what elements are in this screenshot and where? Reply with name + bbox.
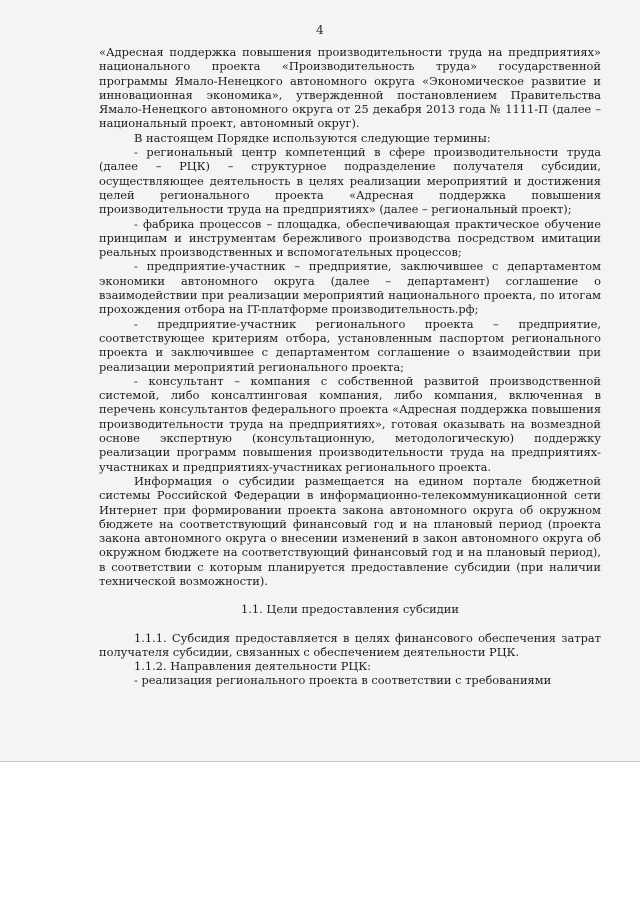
- paragraph-national-project: «Адресная поддержка повышения производительности труда на предприятиях» национального проекта «Производительность труда» государственной программы Ямало-Ненецкого автономного округа «Экономическое развитие и инновационная экономика», утвержденной постановлением Правительства Ямало-Ненецкого автономного округа от 25 декабря 2013 года № 1111-П (далее – национальный проект, автономный округ).: [99, 45, 601, 131]
- term-regional-participant-enterprise: - предприятие-участник регионального проекта – предприятие, соответствующее критериям отбора, установленным паспортом регионального проекта и заключившее с департаментом соглашение о взаимодействии при реализации мероприятий регионального проекта;: [99, 316, 601, 374]
- document-body: [99, 45, 601, 688]
- clause-1-1-2-item: - реализация регионального проекта в соответствии с требованиями: [134, 673, 552, 688]
- term-consultant: - консультант – компания с собственной развитой производственной системой, либо консалтинговая компания, либо компания, включенная в перечень консультантов федерального проекта «Адресная поддержка повышения производительности труда на предприятиях», готовая оказывать на возмездной основе экспертную (консультационную, методологическую) поддержку реализации программ повышения производительности труда на предприятиях-участниках и предприятиях-участниках регионального проекта.: [99, 373, 601, 474]
- term-process-factory: - фабрика процессов – площадка, обеспечивающая практическое обучение принципам и инструментам бережливого производства посредством имитации реальных производственных и вспомогательных процессов;: [99, 216, 601, 260]
- page-number: 4: [316, 23, 324, 37]
- paragraph-terms-intro: В настоящем Порядке используются следующие термины:: [134, 130, 491, 145]
- term-rck: - региональный центр компетенций в сфере производительности труда (далее – РЦК) – структурное подразделение получателя субсидии, осуществляющее деятельность в целях реализации мероприятий и достижения целей регионального проекта «Адресная поддержка повышения производительности труда на предприятиях» (далее – региональный проект);: [99, 145, 601, 217]
- paragraph-subsidy-information: Информация о субсидии размещается на едином портале бюджетной системы Российской Федерации в информационно-телекоммуникационной сети Интернет при формировании проекта закона автономного округа об окружном бюджете на соответствующий финансовый год и на плановый период (проекта закона автономного округа о внесении изменений в закон автономного округа об окружном бюджете на соответствующий финансовый год и на плановый период), в соответствии с которым планируется предоставление субсидии (при наличии технической возможности).: [99, 473, 601, 588]
- clause-1-1-2: 1.1.2. Направления деятельности РЦК:: [134, 659, 372, 674]
- term-participant-enterprise: - предприятие-участник – предприятие, заключившее с департаментом экономики автономного округа (далее – департамент) соглашение о взаимодействии при реализации мероприятий национального проекта, по итогам прохождения отбора на IT-платформе производительность.рф;: [99, 259, 601, 317]
- clause-1-1-1: 1.1.1. Субсидия предоставляется в целях финансового обеспечения затрат получателя субсидии, связанных с обеспечением деятельности РЦК.: [99, 630, 601, 659]
- section-heading: 1.1. Цели предоставления субсидии: [241, 602, 459, 617]
